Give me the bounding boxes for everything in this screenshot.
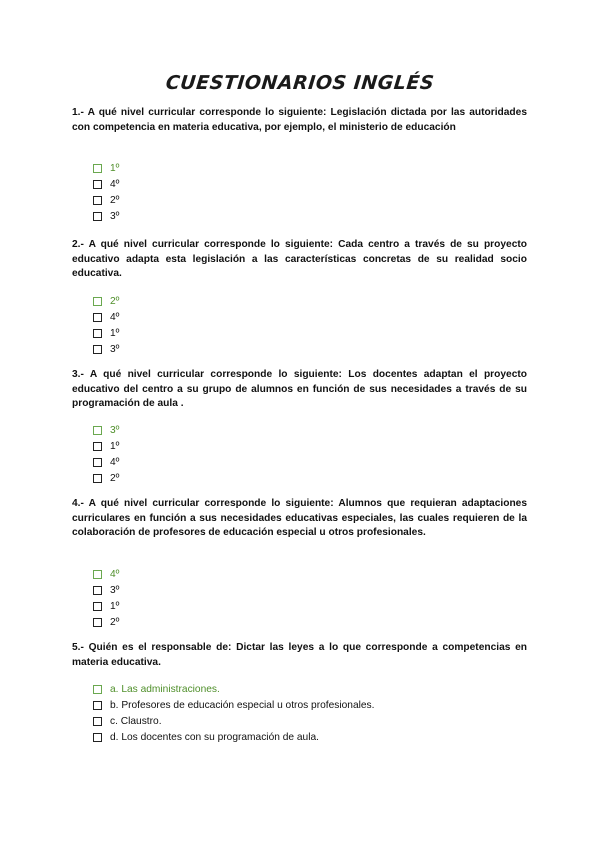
option-label: 2º — [110, 617, 120, 629]
checkbox-icon — [93, 442, 102, 451]
option-label: 1º — [110, 327, 120, 339]
checkbox-icon — [93, 586, 102, 595]
checkbox-icon — [93, 345, 102, 354]
option-label: 4º — [110, 456, 120, 468]
option-checkbox[interactable] — [93, 681, 513, 697]
question-3-text: 3.- A qué nivel curricular corresponde lo siguiente: Los docentes adaptan el proyecto educativo del centro a su grupo de alumnos en función de sus necesidades a través de su programación de aula . — [72, 369, 527, 409]
option-checkbox[interactable] — [93, 192, 513, 208]
question-1-options — [93, 160, 513, 225]
question-2-text: 2.- A qué nivel curricular corresponde lo siguiente: Cada centro a través de su proyecto educativo adapta esta legislación a las características concretas de su realidad socio educativa. — [72, 239, 527, 279]
question-1-text: 1.- A qué nivel curricular corresponde lo siguiente: Legislación dictada por las autoridades con competencia en materia educativa, por ejemplo, el ministerio de educación — [72, 107, 527, 133]
checkbox-icon — [93, 618, 102, 627]
checkbox-icon — [93, 329, 102, 338]
question-5-text: 5.- Quién es el responsable de: Dictar las leyes a lo que corresponde a competencias en materia educativa. — [72, 642, 527, 668]
option-checkbox[interactable] — [93, 422, 513, 438]
option-label: c. Claustro. — [110, 715, 162, 727]
checkbox-icon — [93, 733, 102, 742]
checkbox-icon — [93, 180, 102, 189]
option-checkbox[interactable] — [93, 438, 513, 454]
checkbox-icon — [93, 602, 102, 611]
option-label: 3º — [110, 211, 120, 223]
option-checkbox[interactable] — [93, 471, 513, 487]
option-checkbox[interactable] — [93, 293, 513, 309]
option-label: 1º — [110, 162, 120, 174]
option-label: a. Las administraciones. — [110, 683, 220, 695]
checkbox-icon — [93, 212, 102, 221]
option-label: 2º — [110, 194, 120, 206]
checkbox-icon — [93, 196, 102, 205]
option-checkbox[interactable] — [93, 342, 513, 358]
option-checkbox[interactable] — [93, 730, 513, 746]
checkbox-icon — [93, 685, 102, 694]
checkbox-icon — [93, 701, 102, 710]
option-checkbox[interactable] — [93, 325, 513, 341]
option-label: b. Profesores de educación especial u otros profesionales. — [110, 699, 375, 711]
option-checkbox[interactable] — [93, 160, 513, 176]
question-3-options — [93, 422, 513, 487]
option-label: 1º — [110, 440, 120, 452]
question-4-options — [93, 566, 513, 631]
option-checkbox[interactable] — [93, 615, 513, 631]
option-label: 4º — [110, 311, 120, 323]
checkbox-icon — [93, 313, 102, 322]
checkbox-icon — [93, 297, 102, 306]
option-checkbox[interactable] — [93, 309, 513, 325]
option-checkbox[interactable] — [93, 713, 513, 729]
option-checkbox[interactable] — [93, 176, 513, 192]
option-checkbox[interactable] — [93, 566, 513, 582]
question-2-options — [93, 293, 513, 358]
option-label: 2º — [110, 295, 120, 307]
option-label: 4º — [110, 178, 120, 190]
option-label: 2º — [110, 473, 120, 485]
option-label: 3º — [110, 424, 120, 436]
question-4-text: 4.- A qué nivel curricular corresponde lo siguiente: Alumnos que requieran adaptaciones curriculares en función a sus necesidades educativas especiales, las cuales requieren de la colaboración de profesores de educación especial u otros profesionales. — [72, 498, 527, 538]
option-checkbox[interactable] — [93, 582, 513, 598]
option-label: d. Los docentes con su programación de aula. — [110, 732, 319, 744]
option-checkbox[interactable] — [93, 209, 513, 225]
checkbox-icon — [93, 164, 102, 173]
option-label: 3º — [110, 584, 120, 596]
checkbox-icon — [93, 426, 102, 435]
checkbox-icon — [93, 570, 102, 579]
checkbox-icon — [93, 458, 102, 467]
question-5-options — [93, 681, 513, 746]
option-checkbox[interactable] — [93, 697, 513, 713]
page-title: CUESTIONARIOS INGLÉS — [164, 72, 436, 94]
option-label: 1º — [110, 600, 120, 612]
option-label: 3º — [110, 344, 120, 356]
option-checkbox[interactable] — [93, 454, 513, 470]
checkbox-icon — [93, 717, 102, 726]
checkbox-icon — [93, 474, 102, 483]
option-label: 4º — [110, 568, 120, 580]
option-checkbox[interactable] — [93, 598, 513, 614]
